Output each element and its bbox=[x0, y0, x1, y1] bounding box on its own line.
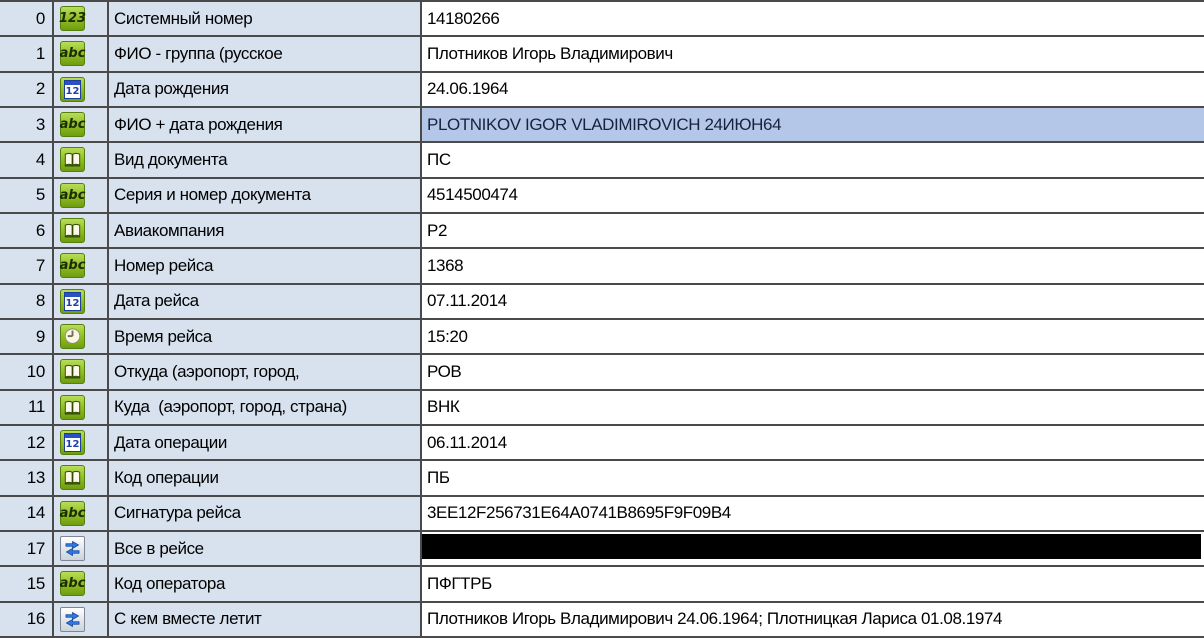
sync-icon[interactable] bbox=[60, 536, 85, 561]
table-row bbox=[0, 497, 1204, 532]
row-value-text: 07.11.2014 bbox=[427, 291, 507, 311]
field-label-cell[interactable] bbox=[109, 461, 422, 494]
text-icon bbox=[60, 501, 85, 526]
sync-arrows-glyph bbox=[62, 609, 83, 630]
row-label: Все в рейсе bbox=[114, 538, 204, 558]
row-index: 13 bbox=[26, 467, 45, 487]
field-type-cell bbox=[54, 461, 109, 494]
row-index: 9 bbox=[35, 326, 45, 346]
field-type-cell bbox=[54, 567, 109, 600]
row-label: Куда (аэропорт, город, страна) bbox=[114, 397, 347, 417]
row-index-cell bbox=[0, 497, 54, 530]
row-value-text: PLOTNIKOV IGOR VLADIMIROVICH 24ИЮН64 bbox=[427, 114, 782, 134]
row-label: Системный номер bbox=[114, 8, 253, 28]
row-index-cell bbox=[0, 355, 54, 388]
table-row bbox=[0, 249, 1204, 284]
field-value-cell[interactable] bbox=[422, 426, 1204, 459]
book-glyph bbox=[61, 360, 84, 383]
row-index-cell bbox=[0, 567, 54, 600]
numeric-icon bbox=[60, 6, 85, 31]
field-label-cell[interactable] bbox=[109, 497, 422, 530]
row-index-cell bbox=[0, 143, 54, 176]
table-row bbox=[0, 391, 1204, 426]
calendar-page: 12 bbox=[64, 80, 81, 99]
row-index-cell bbox=[0, 108, 54, 141]
table-row bbox=[0, 426, 1204, 461]
text-glyph: abc bbox=[59, 46, 86, 62]
field-type-cell bbox=[54, 603, 109, 636]
numeric-glyph: 123 bbox=[58, 11, 87, 27]
field-value-cell[interactable] bbox=[422, 532, 1204, 565]
book-icon bbox=[60, 218, 85, 243]
row-value-text: ПС bbox=[427, 149, 451, 169]
field-type-cell bbox=[54, 214, 109, 247]
selection-black-bar bbox=[422, 534, 1201, 559]
text-glyph: abc bbox=[59, 117, 86, 133]
field-type-cell bbox=[54, 108, 109, 141]
field-value-cell[interactable] bbox=[422, 567, 1204, 600]
field-label-cell[interactable] bbox=[109, 249, 422, 282]
row-index-cell bbox=[0, 37, 54, 70]
field-label-cell[interactable] bbox=[109, 603, 422, 636]
row-index-cell bbox=[0, 73, 54, 106]
row-index: 15 bbox=[26, 573, 45, 593]
field-label-cell[interactable] bbox=[109, 355, 422, 388]
field-label-cell[interactable] bbox=[109, 532, 422, 565]
field-value-cell[interactable] bbox=[422, 320, 1204, 353]
row-index: 4 bbox=[35, 149, 45, 169]
field-label-cell[interactable] bbox=[109, 2, 422, 35]
row-value-text: 14180266 bbox=[427, 8, 500, 28]
calendar-page: 12 bbox=[64, 292, 81, 311]
table-row bbox=[0, 37, 1204, 72]
calendar-icon bbox=[60, 289, 85, 314]
field-value-cell[interactable] bbox=[422, 249, 1204, 282]
text-glyph: abc bbox=[59, 505, 86, 521]
field-type-cell bbox=[54, 497, 109, 530]
table-row bbox=[0, 214, 1204, 249]
field-type-cell bbox=[54, 285, 109, 318]
field-value-cell[interactable] bbox=[422, 179, 1204, 212]
table-row bbox=[0, 2, 1204, 37]
book-glyph bbox=[61, 466, 84, 489]
row-label: Откуда (аэропорт, город, bbox=[114, 361, 300, 381]
row-index: 17 bbox=[26, 538, 45, 558]
row-index-cell bbox=[0, 2, 54, 35]
table-row bbox=[0, 108, 1204, 143]
table-row bbox=[0, 179, 1204, 214]
field-label-cell[interactable] bbox=[109, 37, 422, 70]
row-label: Сигнатура рейса bbox=[114, 503, 241, 523]
row-index: 7 bbox=[35, 255, 45, 275]
table-row bbox=[0, 143, 1204, 178]
field-value-cell[interactable] bbox=[422, 285, 1204, 318]
row-value-text: ПФГТРБ bbox=[427, 573, 492, 593]
text-icon bbox=[60, 41, 85, 66]
field-type-cell bbox=[54, 320, 109, 353]
text-glyph: abc bbox=[59, 576, 86, 592]
row-index: 14 bbox=[26, 503, 45, 523]
row-index-cell bbox=[0, 532, 54, 565]
row-label: ФИО - группа (русское bbox=[114, 43, 283, 63]
clock-icon bbox=[60, 324, 85, 349]
book-icon bbox=[60, 465, 85, 490]
table-row bbox=[0, 603, 1204, 638]
clock-glyph bbox=[61, 325, 84, 348]
row-index-cell bbox=[0, 603, 54, 636]
field-label-cell[interactable] bbox=[109, 73, 422, 106]
field-value-cell[interactable] bbox=[422, 73, 1204, 106]
field-value-cell[interactable] bbox=[422, 391, 1204, 424]
field-value-cell[interactable] bbox=[422, 497, 1204, 530]
row-index: 12 bbox=[26, 432, 45, 452]
field-type-cell bbox=[54, 2, 109, 35]
field-type-cell bbox=[54, 426, 109, 459]
field-type-cell bbox=[54, 355, 109, 388]
field-value-cell[interactable] bbox=[422, 355, 1204, 388]
text-glyph: abc bbox=[59, 258, 86, 274]
field-type-cell bbox=[54, 73, 109, 106]
table-row bbox=[0, 567, 1204, 602]
row-value-text: Р2 bbox=[427, 220, 447, 240]
row-index: 16 bbox=[26, 609, 45, 629]
field-value-cell[interactable] bbox=[422, 108, 1204, 141]
row-value-text: 1368 bbox=[427, 255, 464, 275]
book-glyph bbox=[61, 219, 84, 242]
row-label: Код операции bbox=[114, 467, 219, 487]
row-index: 8 bbox=[35, 291, 45, 311]
field-label-cell[interactable] bbox=[109, 108, 422, 141]
table-row bbox=[0, 285, 1204, 320]
row-label: ФИО + дата рождения bbox=[114, 114, 283, 134]
book-icon bbox=[60, 359, 85, 384]
row-label: Дата операции bbox=[114, 432, 227, 452]
row-value-text: ВНК bbox=[427, 397, 460, 417]
row-label: Дата рождения bbox=[114, 79, 229, 99]
row-index: 1 bbox=[35, 43, 45, 63]
field-value-cell[interactable] bbox=[422, 37, 1204, 70]
text-icon bbox=[60, 253, 85, 278]
row-label: Вид документа bbox=[114, 149, 228, 169]
text-icon bbox=[60, 571, 85, 596]
row-index: 10 bbox=[26, 361, 45, 381]
field-label-cell[interactable] bbox=[109, 320, 422, 353]
row-label: Авиакомпания bbox=[114, 220, 225, 240]
row-label: Серия и номер документа bbox=[114, 185, 311, 205]
book-glyph bbox=[61, 148, 84, 171]
field-label-cell[interactable] bbox=[109, 143, 422, 176]
field-type-cell bbox=[54, 37, 109, 70]
table-row bbox=[0, 355, 1204, 390]
text-glyph: abc bbox=[59, 187, 86, 203]
book-glyph bbox=[61, 396, 84, 419]
book-icon bbox=[60, 395, 85, 420]
table-row bbox=[0, 461, 1204, 496]
row-label: Номер рейса bbox=[114, 255, 214, 275]
field-value-cell[interactable] bbox=[422, 143, 1204, 176]
field-type-cell bbox=[54, 143, 109, 176]
table-row bbox=[0, 532, 1204, 567]
row-value-text: 4514500474 bbox=[427, 185, 518, 205]
field-type-cell bbox=[54, 532, 109, 565]
row-value-text: ПБ bbox=[427, 467, 450, 487]
field-label-cell[interactable] bbox=[109, 179, 422, 212]
table-row bbox=[0, 73, 1204, 108]
row-index-cell bbox=[0, 461, 54, 494]
field-type-cell bbox=[54, 249, 109, 282]
sync-icon[interactable] bbox=[60, 607, 85, 632]
field-label-cell[interactable] bbox=[109, 567, 422, 600]
text-icon bbox=[60, 183, 85, 208]
field-label-cell[interactable] bbox=[109, 426, 422, 459]
field-value-cell[interactable] bbox=[422, 461, 1204, 494]
field-type-cell bbox=[54, 179, 109, 212]
field-label-cell[interactable] bbox=[109, 285, 422, 318]
row-value-text: 3EE12F256731E64A0741B8695F9F09B4 bbox=[427, 503, 731, 523]
row-index-cell bbox=[0, 179, 54, 212]
row-index: 6 bbox=[35, 220, 45, 240]
sync-arrows-glyph bbox=[62, 538, 83, 559]
row-index-cell bbox=[0, 285, 54, 318]
field-value-cell[interactable] bbox=[422, 214, 1204, 247]
row-value-text: 24.06.1964 bbox=[427, 79, 509, 99]
row-index-cell bbox=[0, 249, 54, 282]
field-value-cell[interactable] bbox=[422, 2, 1204, 35]
calendar-icon bbox=[60, 77, 85, 102]
row-label: Время рейса bbox=[114, 326, 212, 346]
table-row bbox=[0, 320, 1204, 355]
row-index-cell bbox=[0, 214, 54, 247]
row-index-cell bbox=[0, 426, 54, 459]
field-label-cell[interactable] bbox=[109, 214, 422, 247]
field-type-cell bbox=[54, 391, 109, 424]
field-value-cell[interactable] bbox=[422, 603, 1204, 636]
row-index: 5 bbox=[35, 185, 45, 205]
book-icon bbox=[60, 147, 85, 172]
row-label: Дата рейса bbox=[114, 291, 199, 311]
calendar-page: 12 bbox=[64, 433, 81, 452]
row-value-text: 06.11.2014 bbox=[427, 432, 507, 452]
row-label: Код оператора bbox=[114, 573, 226, 593]
row-index-cell bbox=[0, 391, 54, 424]
field-label-cell[interactable] bbox=[109, 391, 422, 424]
row-index: 11 bbox=[27, 397, 45, 417]
row-value-text: 15:20 bbox=[427, 326, 468, 346]
text-icon bbox=[60, 112, 85, 137]
row-index: 3 bbox=[35, 114, 45, 134]
row-value-text: Плотников Игорь Владимирович bbox=[427, 43, 673, 63]
row-value-text: Плотников Игорь Владимирович 24.06.1964; Плотницкая Лариса 01.08.1974 bbox=[427, 609, 1003, 629]
row-index: 0 bbox=[35, 8, 45, 28]
row-label: С кем вместе летит bbox=[114, 609, 262, 629]
calendar-icon bbox=[60, 430, 85, 455]
row-index: 2 bbox=[35, 79, 45, 99]
row-index-cell bbox=[0, 320, 54, 353]
row-value-text: РОВ bbox=[427, 361, 462, 381]
